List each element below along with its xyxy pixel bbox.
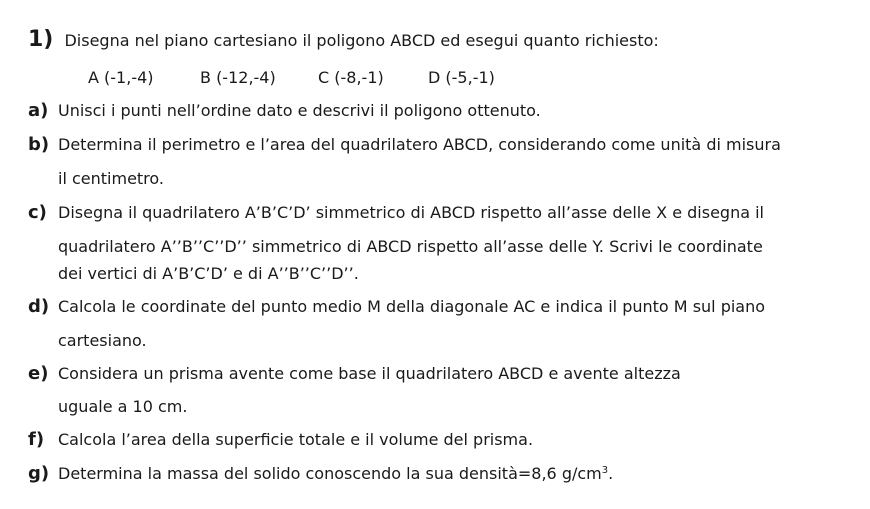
item-e-letter: e): [28, 363, 49, 384]
item-a: [28, 101, 541, 121]
item-d: [28, 297, 765, 317]
item-g-letter: g): [28, 463, 50, 484]
item-e: [28, 364, 681, 384]
item-g-superscript: 3: [601, 465, 609, 476]
problem-intro: Disegna nel piano cartesiano il poligono ABCD ed esegui quanto richiesto:: [64, 31, 659, 50]
point-d: D (-5,-1): [428, 68, 495, 87]
item-c-line-1: Disegna il quadrilatero A’B’C’D’ simmetrico di ABCD rispetto all’asse delle X e disegna il: [58, 203, 764, 222]
item-d-letter: d): [28, 296, 50, 317]
item-f-letter: f): [28, 429, 45, 450]
item-e-line-1: Considera un prisma avente come base il quadrilatero ABCD e avente altezza: [58, 364, 681, 383]
item-g-line-1: Determina la massa del solido conoscendo la sua densità=8,6 g/cm: [58, 464, 602, 483]
item-e-line-2: uguale a 10 cm.: [58, 397, 188, 416]
point-b: B (-12,-4): [200, 68, 276, 87]
item-c-line-3: dei vertici di A’B’C’D’ e di A’’B’’C’’D’’.: [58, 264, 359, 283]
item-d-line-2: cartesiano.: [58, 331, 147, 350]
item-c-line-2: quadrilatero A’’B’’C’’D’’ simmetrico di ABCD rispetto all’asse delle Y. Scrivi le coordinate: [58, 237, 763, 256]
item-b-line-1: Determina il perimetro e l’area del quadrilatero ABCD, considerando come unità di misura: [58, 135, 781, 154]
item-f: [28, 430, 533, 450]
item-d-line-1: Calcola le coordinate del punto medio M della diagonale AC e indica il punto M sul piano: [58, 297, 766, 316]
item-g: [28, 464, 613, 484]
point-a: A (-1,-4): [88, 68, 154, 87]
item-b: [28, 135, 781, 155]
item-c-letter: c): [28, 202, 47, 223]
problem-header: [28, 27, 659, 52]
point-c: C (-8,-1): [318, 68, 384, 87]
item-f-line-1: Calcola l’area della superficie totale e il volume del prisma.: [58, 430, 534, 449]
problem-number: 1): [28, 27, 54, 52]
item-g-tail: .: [608, 464, 614, 483]
item-b-letter: b): [28, 134, 50, 155]
item-a-letter: a): [28, 100, 49, 121]
item-a-line-1: Unisci i punti nell’ordine dato e descrivi il poligono ottenuto.: [58, 101, 541, 120]
item-c: [28, 203, 764, 223]
item-b-line-2: il centimetro.: [58, 169, 164, 188]
